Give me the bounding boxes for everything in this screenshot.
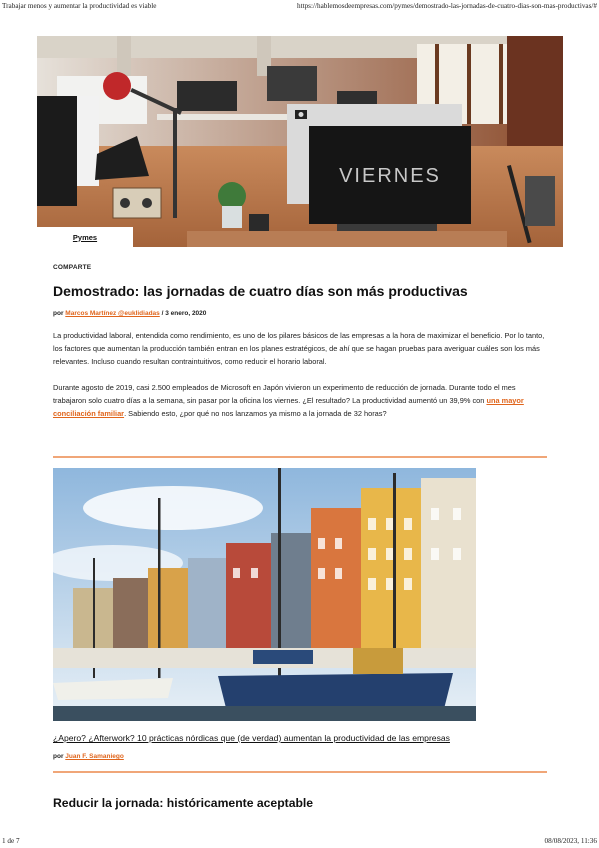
divider-bottom xyxy=(53,771,547,773)
related-article-title[interactable]: ¿Apero? ¿Afterwork? 10 prácticas nórdicas que (de verdad) aumentan la productividad de las empresas xyxy=(53,733,450,743)
section-subhead: Reducir la jornada: históricamente aceptable xyxy=(53,796,314,810)
print-header xyxy=(0,0,599,12)
paragraph-experiment-text: Durante agosto de 2019, casi 2.500 empleados de Microsoft en Japón vivieron un experimento de reducción de jornada. Durante todo el mes trabajaron solo cuatro días a la semana, sin pasar por la oficina los viernes. ¿El resultado? La productividad aumentó un 39,9% con xyxy=(53,383,516,406)
print-timestamp: 08/08/2023, 11:36 xyxy=(544,837,597,845)
print-header-title: Trabajar menos y aumentar la productividad es viable xyxy=(2,2,157,10)
paragraph-experiment xyxy=(53,381,549,421)
conciliation-link[interactable]: una mayor conciliación familiar xyxy=(53,396,524,419)
print-header-url: https://hablemosdeempresas.com/pymes/demostrado-las-jornadas-de-cuatro-dias-son-mas-productivas/# xyxy=(297,2,597,10)
article-byline xyxy=(53,310,206,317)
related-article-image[interactable] xyxy=(53,468,476,721)
author-link[interactable]: Marcos Martínez @euklidiadas xyxy=(65,310,160,317)
byline-date: / 3 enero, 2020 xyxy=(161,310,207,317)
divider xyxy=(53,456,547,458)
related-byline-prefix: por xyxy=(53,753,64,760)
paragraph-experiment-text-end: . Sabiendo esto, ¿por qué no nos lanzamos ya mismo a la jornada de 32 horas? xyxy=(124,409,387,419)
paragraph-intro: La productividad laboral, entendida como rendimiento, es uno de los pilares básicos de las empresas a la hora de maximizar el beneficio. Por lo tanto, los factores que aumentan la producción también entran en los planes estratégicos, de ahí que se hagan pruebas para averiguar cuáles son los más relevantes. Incluso cuando resultan contraintuitivos, como reducir el horario laboral. xyxy=(53,331,545,367)
related-author-link[interactable]: Juan F. Samaniego xyxy=(65,753,124,760)
office-illustration xyxy=(37,36,563,247)
harbor-illustration xyxy=(53,468,476,721)
byline-prefix: por xyxy=(53,310,64,317)
category-tag[interactable] xyxy=(37,227,133,247)
related-article-byline xyxy=(53,753,124,760)
hero-image xyxy=(37,36,563,247)
print-footer xyxy=(0,836,599,848)
category-tag-link[interactable]: Pymes xyxy=(72,232,98,242)
share-label: COMPARTE xyxy=(53,264,92,271)
page-number: 1 de 7 xyxy=(2,837,20,845)
article-title: Demostrado: las jornadas de cuatro días son más productivas xyxy=(53,283,468,299)
monitor-screen-text: VIERNES xyxy=(339,165,441,187)
